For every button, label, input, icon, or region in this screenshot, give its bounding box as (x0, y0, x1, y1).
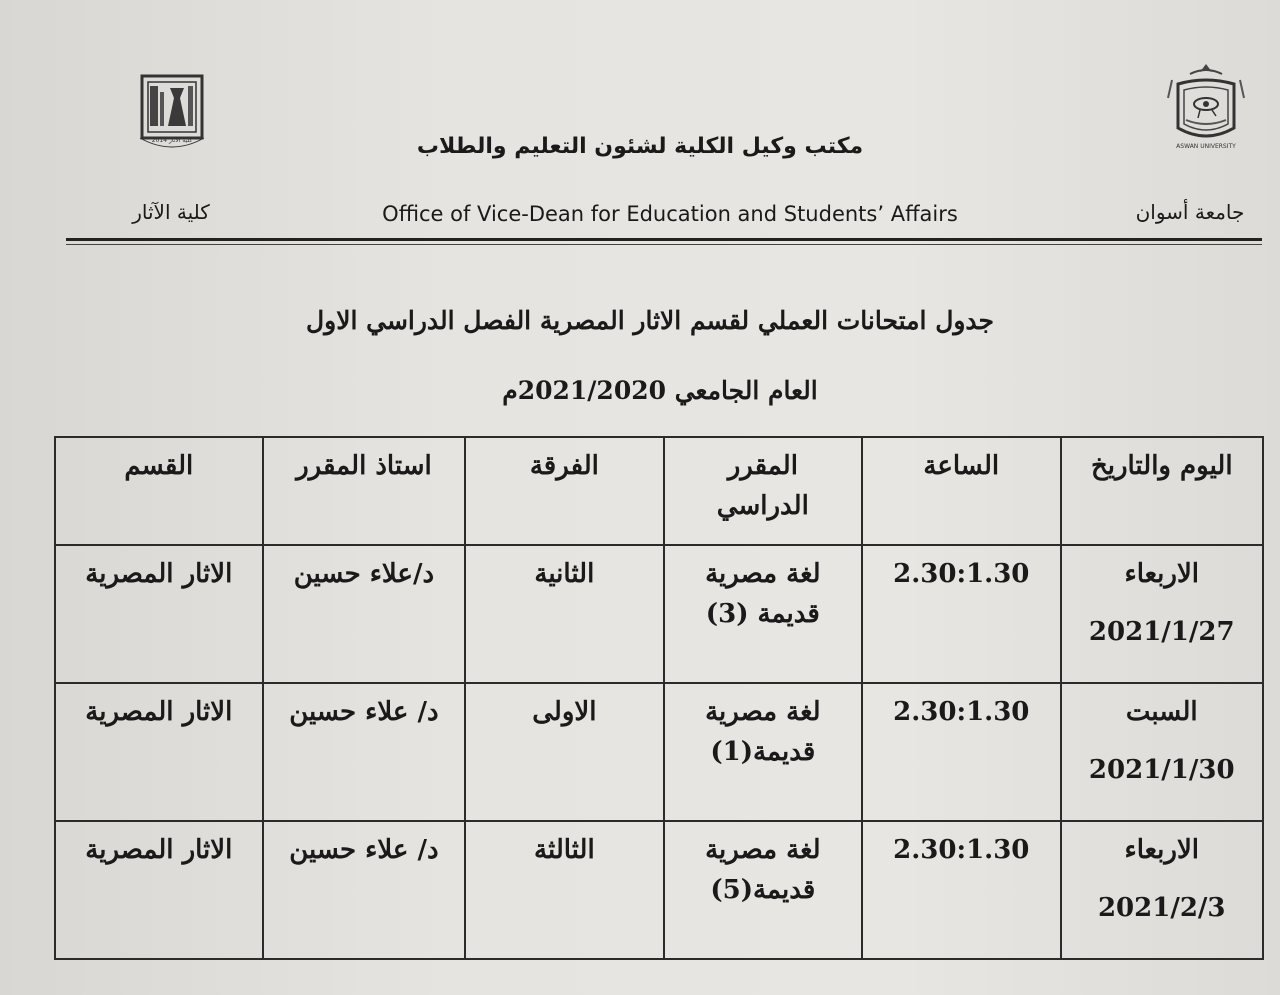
schedule-title: جدول امتحانات العملي لقسم الاثار المصرية الفصل الدراسي الاول (305, 306, 995, 335)
table-header-row (55, 437, 1263, 545)
cell-day: الاربعاء (1124, 835, 1200, 865)
office-title-english: Office of Vice-Dean for Education and Students’ Affairs (382, 202, 958, 226)
header-course-line2: الدراسي (716, 491, 809, 521)
exam-schedule-table (54, 436, 1264, 960)
cell-date (1061, 821, 1264, 959)
cell-professor: د/ علاء حسين (263, 683, 466, 821)
cell-level: الثانية (465, 545, 663, 683)
cell-department: الاثار المصرية (55, 683, 263, 821)
header-level: الفرقة (465, 437, 663, 545)
header-divider (66, 238, 1262, 241)
cell-course-line2: قديمة(1) (710, 737, 816, 767)
cell-course (664, 545, 862, 683)
cell-time (862, 821, 1060, 959)
svg-text:ASWAN UNIVERSITY: ASWAN UNIVERSITY (1176, 143, 1236, 150)
cell-course-line1: لغة مصرية (705, 559, 821, 589)
cell-time-value: 2.30:1.30 (893, 559, 1030, 589)
cell-date-value: 2021/1/27 (1088, 617, 1235, 647)
cell-course (664, 683, 862, 821)
cell-course-line1: لغة مصرية (705, 697, 821, 727)
cell-time (862, 683, 1060, 821)
cell-time-value: 2.30:1.30 (893, 697, 1030, 727)
cell-date (1061, 683, 1264, 821)
academic-year-title: العام الجامعي 2021/2020م (502, 376, 818, 405)
cell-level: الثالثة (465, 821, 663, 959)
cell-course-line2: قديمة(5) (710, 875, 816, 905)
cell-date-value: 2021/2/3 (1097, 893, 1226, 923)
cell-course-line2: قديمة (3) (705, 599, 820, 629)
cell-professor: د/علاء حسين (263, 545, 466, 683)
table-row (55, 821, 1263, 959)
faculty-logo-icon (136, 72, 208, 152)
cell-time (862, 545, 1060, 683)
cell-department: الاثار المصرية (55, 545, 263, 683)
faculty-name: كلية الآثار (132, 200, 210, 224)
header-course (664, 437, 862, 545)
cell-time-value: 2.30:1.30 (893, 835, 1030, 865)
university-logo-icon (1164, 58, 1248, 150)
header-department: القسم (55, 437, 263, 545)
cell-professor: د/ علاء حسين (263, 821, 466, 959)
cell-course-line1: لغة مصرية (705, 835, 821, 865)
header-course-line1: المقرر (727, 451, 798, 481)
table-row (55, 683, 1263, 821)
cell-department: الاثار المصرية (55, 821, 263, 959)
cell-course (664, 821, 862, 959)
header-professor: استاذ المقرر (263, 437, 466, 545)
cell-day: الاربعاء (1124, 559, 1200, 589)
cell-day: السبت (1125, 697, 1198, 727)
header-time: الساعة (862, 437, 1060, 545)
cell-date-value: 2021/1/30 (1088, 755, 1235, 785)
cell-date (1061, 545, 1264, 683)
office-title-arabic: مكتب وكيل الكلية لشئون التعليم والطلاب (416, 134, 864, 159)
table-row (55, 545, 1263, 683)
header-date: اليوم والتاريخ (1061, 437, 1264, 545)
header-divider-thin (66, 244, 1262, 245)
svg-text:كلية الآثار 2014: كلية الآثار 2014 (151, 137, 193, 144)
cell-level: الاولى (465, 683, 663, 821)
university-name: جامعة أسوان (1135, 200, 1245, 224)
